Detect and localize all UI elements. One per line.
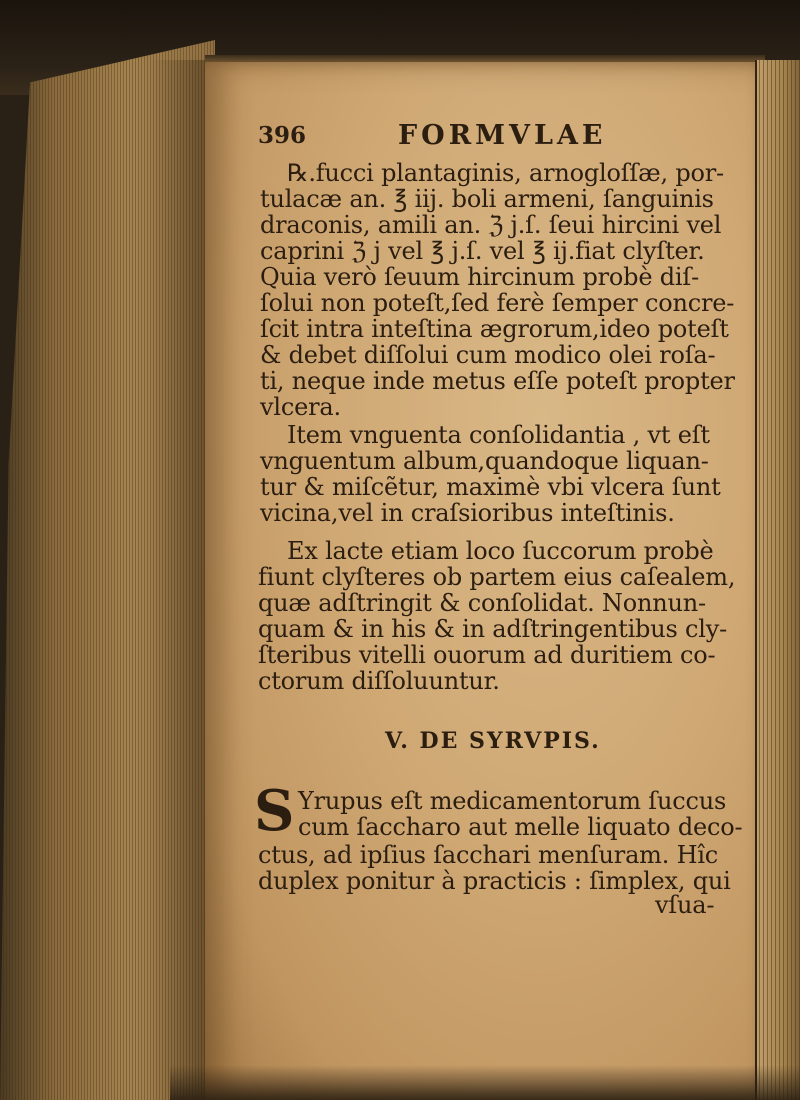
text-line: quam & in his & in adſtringentibus cly- [258, 615, 728, 643]
text-line: vlcera. [260, 393, 341, 421]
drop-cap: S [254, 778, 295, 844]
text-line: ℞.fucci plantaginis, arnogloſſæ, por- [287, 159, 724, 187]
page-number: 396 [258, 122, 307, 149]
text-line: ſteribus vitelli ouorum ad duritiem co- [258, 641, 716, 669]
text-line: Ex lacte etiam loco ſuccorum probè [287, 537, 714, 565]
catchword: vſua- [655, 891, 715, 919]
text-line: & debet diſſolui cum modico olei roſa- [260, 341, 716, 369]
text-line: draconis, amili an. ℨ j.ſ. ſeui hircini vel [260, 211, 722, 239]
text-line: ſcit intra inteſtina ægrorum,ideo poteſt [260, 315, 729, 343]
text-line: tulacæ an. ℥ iij. boli armeni, ſanguinis [260, 185, 714, 213]
text-line: Quia verò ſeuum hircinum probè diſ- [260, 263, 699, 291]
text-line: caprini ℨ j vel ℥ j.ſ. vel ℥ ij.fiat clyſter. [260, 237, 705, 265]
text-line: Yrupus eſt medicamentorum ſuccus [298, 787, 727, 815]
text-line: vicina,vel in craſsioribus inteſtinis. [260, 499, 675, 527]
running-title: FORMVLAE [398, 120, 607, 151]
running-header [258, 120, 698, 154]
text-line: ctus, ad ipſius ſacchari menſuram. Hîc [258, 841, 719, 869]
text-line: tur & miſcẽtur, maximè vbi vlcera ſunt [260, 473, 721, 501]
text-line: ctorum diſſoluuntur. [258, 667, 500, 695]
text-line: cum ſaccharo aut melle liquato deco- [298, 813, 743, 841]
text-line: quæ adſtringit & conſolidat. Nonnun- [258, 589, 706, 617]
text-line: ſolui non poteſt,ſed ferè ſemper concre- [260, 289, 735, 317]
text-line: ti, neque inde metus eſſe poteſt propter [260, 367, 735, 395]
text-line: fiunt clyſteres ob partem eius caſealem, [258, 563, 736, 591]
text-line: Item vnguenta conſolidantia , vt eſt [287, 421, 710, 449]
section-heading: V. DE SYRVPIS. [385, 728, 601, 754]
text-line: vnguentum album,quandoque liquan- [260, 447, 709, 475]
text-line: duplex ponitur à practicis : ſimplex, qui [258, 867, 731, 895]
